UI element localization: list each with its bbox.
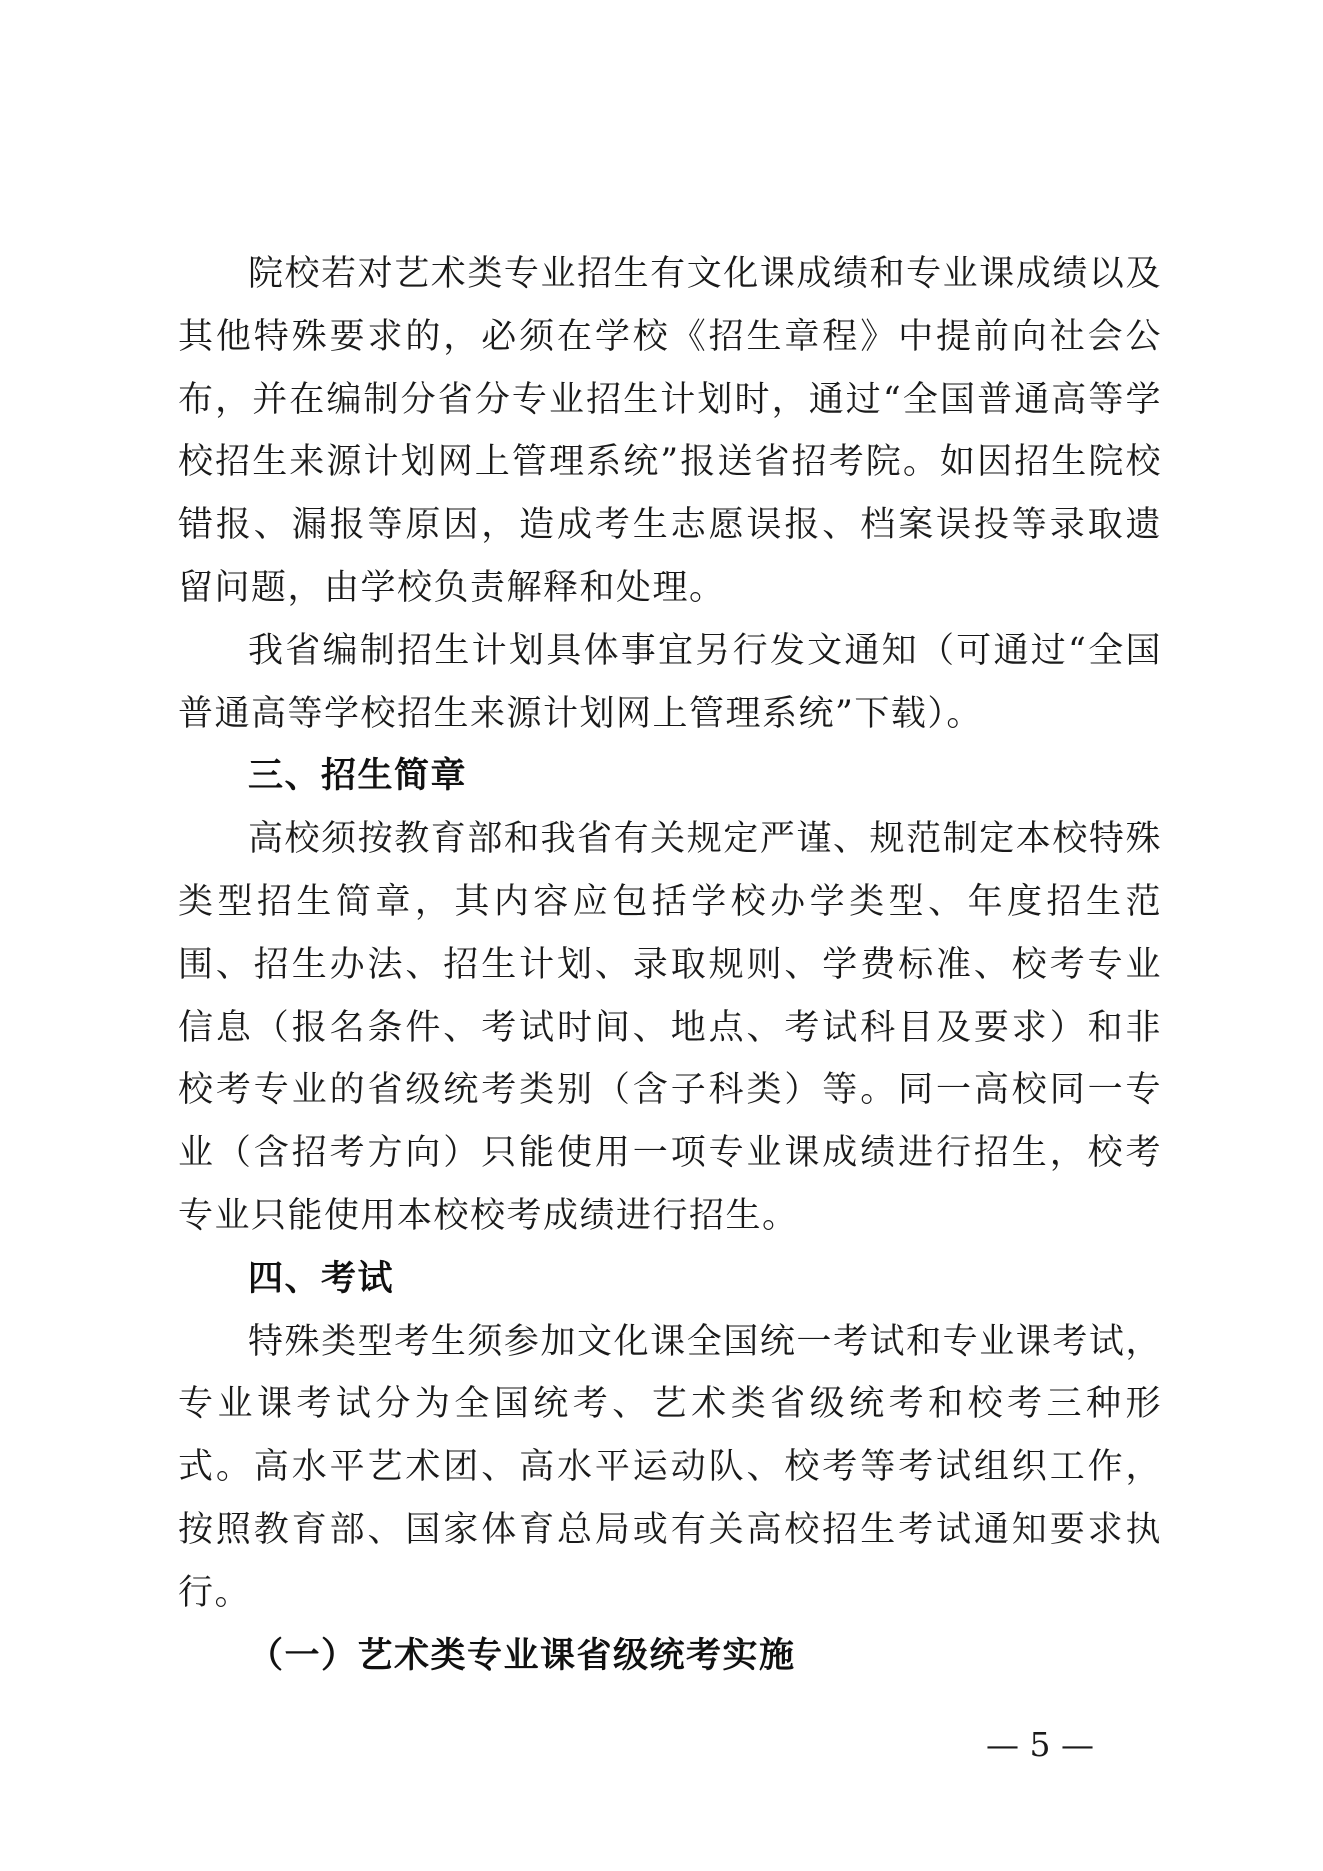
paragraph-examination: 特殊类型考生须参加文化课全国统一考试和专业课考试，专业课考试分为全国统考、艺术类省级统考和校考三种形式。高水平艺术团、高水平运动队、校考等考试组织工作，按照教育部、国家体育总局或有关高校招生考试通知要求执行。: [178, 1321, 1162, 1613]
section-heading-examination: 四、考试: [248, 1258, 395, 1299]
paragraph-art-admission-requirements: 院校若对艺术类专业招生有文化课成绩和专业课成绩以及其他特殊要求的，必须在学校《招生章程》中提前向社会公布，并在编制分省分专业招生计划时，通过“全国普通高等学校招生来源计划网上管理系统”报送省招考院。如因招生院校错报、漏报等原因，造成考生志愿误报、档案误投等录取遗留问题，由学校负责解释和处理。: [178, 254, 1162, 608]
paragraph-admission-brochure: 高校须按教育部和我省有关规定严谨、规范制定本校特殊类型招生简章，其内容应包括学校办学类型、年度招生范围、招生办法、招生计划、录取规则、学费标准、校考专业信息（报名条件、考试时间、地点、考试科目及要求）和非校考专业的省级统考类别（含子科类）等。同一高校同一专业（含招考方向）只能使用一项专业课成绩进行招生，校考专业只能使用本校校考成绩进行招生。: [178, 819, 1162, 1236]
document-body: [178, 243, 1162, 1687]
section-heading-admission-brochure: 三、招生简章: [248, 756, 468, 797]
paragraph-enrollment-plan-notice: 我省编制招生计划具体事宜另行发文通知（可通过“全国普通高等学校招生来源计划网上管理系统”下载）。: [178, 630, 1162, 734]
page-number: — 5 —: [986, 1725, 1094, 1764]
subsection-heading-art-provincial-exam: （一）艺术类专业课省级统考实施: [248, 1634, 796, 1676]
